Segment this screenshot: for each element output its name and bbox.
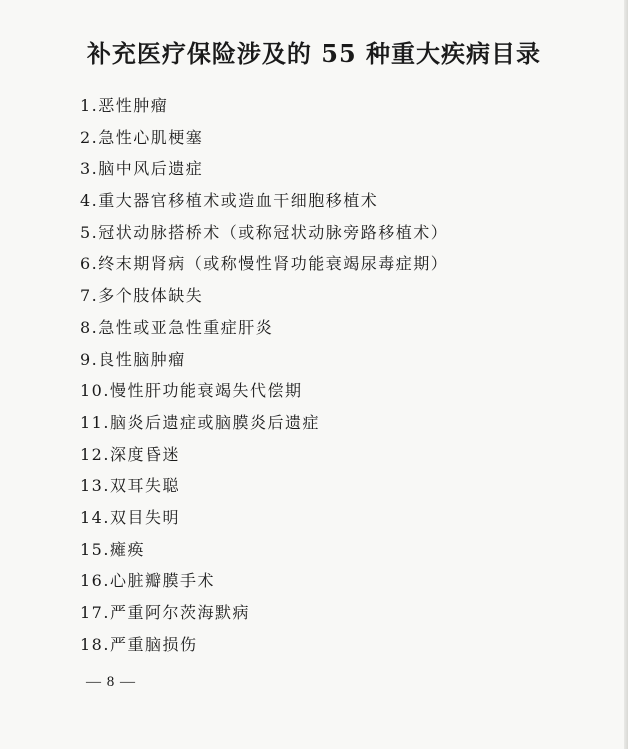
list-item: 13.双耳失聪 (80, 476, 180, 496)
list-item: 3.脑中风后遗症 (80, 159, 204, 179)
list-item: 18.严重脑损伤 (80, 634, 198, 654)
list-item: 4.重大器官移植术或造血干细胞移植术 (80, 191, 379, 211)
list-item: 6.终末期肾病（或称慢性肾功能衰竭尿毒症期） (80, 254, 449, 274)
list-item: 7.多个肢体缺失 (80, 286, 204, 306)
document-title: 补充医疗保险涉及的 55 种重大疾病目录 (86, 39, 542, 69)
list-item: 2.急性心肌梗塞 (80, 127, 204, 147)
list-item: 12.深度昏迷 (80, 444, 180, 464)
list-item: 11.脑炎后遗症或脑膜炎后遗症 (80, 412, 320, 432)
list-item: 9.良性脑肿瘤 (80, 349, 186, 369)
list-item: 14.双目失明 (80, 507, 180, 527)
page-number: — 8 — (86, 674, 136, 690)
disease-list (80, 90, 448, 660)
list-item: 1.恶性肿瘤 (80, 96, 169, 115)
list-item: 10.慢性肝功能衰竭失代偿期 (80, 381, 303, 401)
list-item: 16.心脏瓣膜手术 (80, 571, 215, 591)
list-item: 8.急性或亚急性重症肝炎 (80, 317, 274, 337)
list-item: 17.严重阿尔茨海默病 (80, 603, 250, 622)
page-edge (624, 0, 628, 749)
list-item: 5.冠状动脉搭桥术（或称冠状动脉旁路移植术） (80, 222, 449, 242)
list-item: 15.瘫痪 (80, 539, 145, 559)
